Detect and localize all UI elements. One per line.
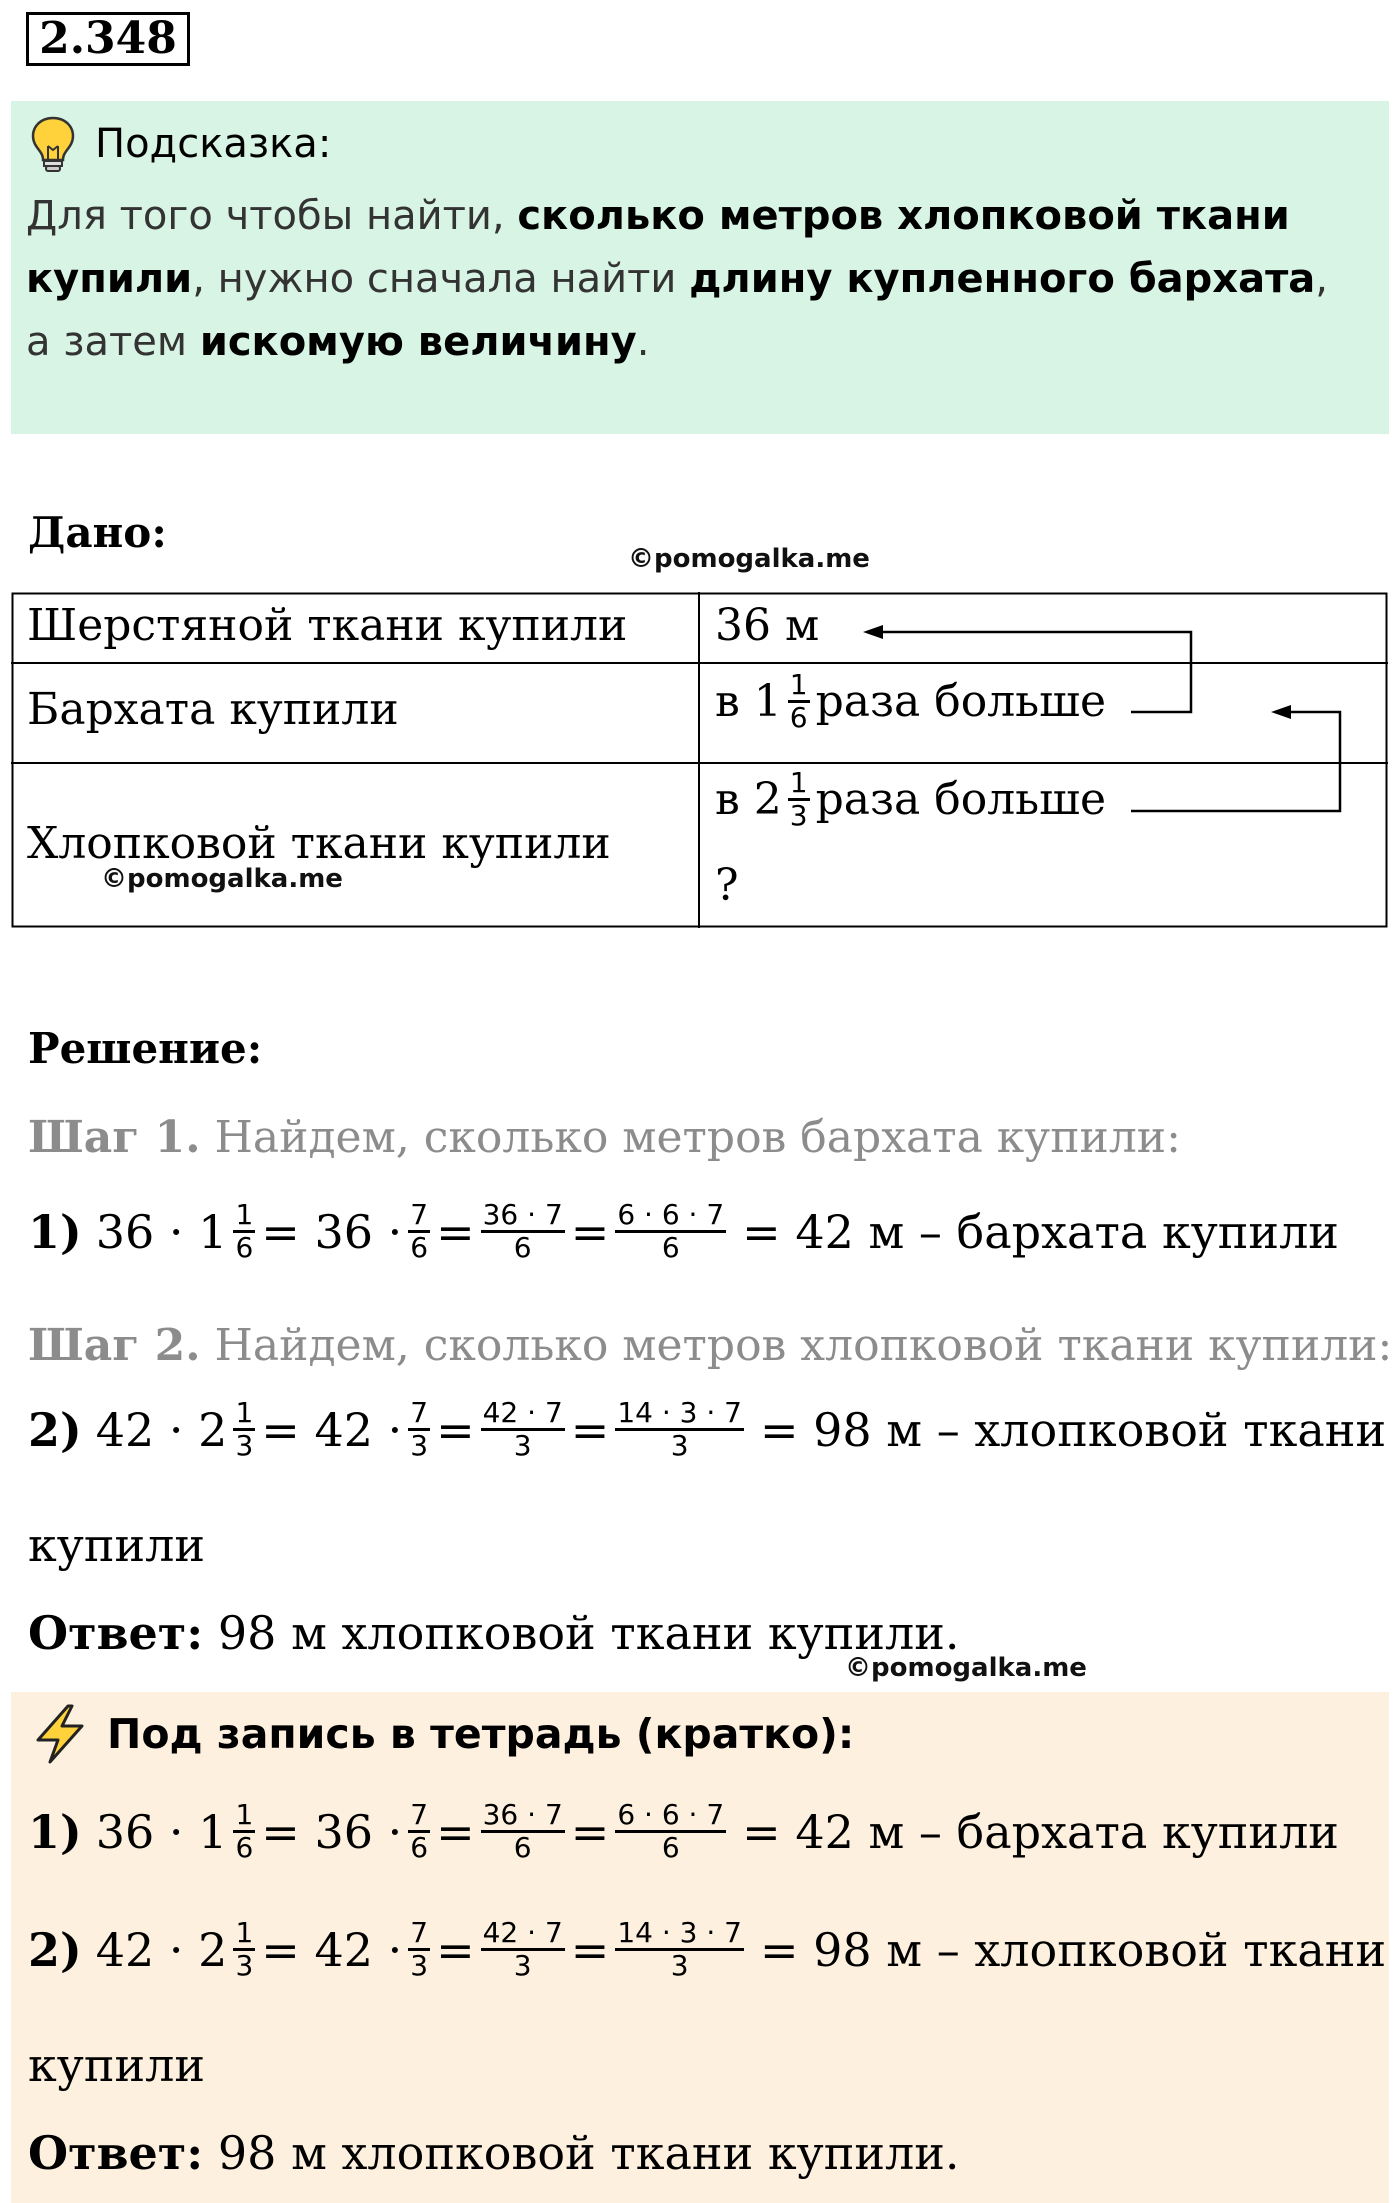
notebook-title: Под запись в тетрадь (кратко): bbox=[107, 1710, 855, 1758]
problem-number: 2.348 bbox=[26, 12, 190, 66]
lightbulb-icon bbox=[28, 114, 78, 174]
answer: Ответ: 98 м хлопковой ткани купили. bbox=[28, 1606, 960, 1660]
equation-1: 1) 36 · 1 $\frac{1}{6}$ = 36 · $\frac{7}{6}$ = $\frac{36 \cdot 7}{6}$ = $\frac{6 \cdot 6 \cdot 7}{6}$ = 42 м – бархата купили bbox=[28, 1198, 1339, 1264]
hint-text: Для того чтобы найти, сколько метров хлопковой ткани купили, нужно сначала найти длину купленного бархата, а затем искомую величину. bbox=[26, 193, 1328, 365]
solution-title: Решение: bbox=[28, 1024, 263, 1073]
watermark: ©pomogalka.me bbox=[628, 544, 870, 574]
row-label-wool: Шерстяной ткани купили bbox=[27, 600, 628, 651]
step-1: Шаг 1. Найдем, сколько метров бархата купили: bbox=[28, 1112, 1181, 1163]
equation-2: 2) 42 · 2 $\frac{1}{3}$ = 42 · $\frac{7}{3}$ = $\frac{42 \cdot 7}{3}$ = $\frac{14 \cdot 3 \cdot 7}{3}$ = 98 м – хлопковой ткани bbox=[28, 1396, 1387, 1462]
lightning-icon bbox=[28, 1702, 92, 1766]
notebook-answer: Ответ: 98 м хлопковой ткани купили. bbox=[28, 2126, 960, 2180]
equation-2-continuation: купили bbox=[28, 1518, 206, 1572]
row-value-wool: 36 м bbox=[715, 600, 820, 651]
notebook-equation-2-continuation: купили bbox=[28, 2038, 206, 2092]
row-label-velvet: Бархата купили bbox=[27, 684, 399, 735]
watermark: ©pomogalka.me bbox=[845, 1653, 1087, 1683]
row-value-cotton: в 2 $\frac{1}{3}$ раза больше bbox=[715, 766, 1107, 832]
given-title: Дано: bbox=[28, 508, 167, 557]
row-label-cotton: Хлопковой ткани купили bbox=[27, 818, 611, 869]
notebook-equation-2: 2) 42 · 2 $\frac{1}{3}$ = 42 · $\frac{7}{3}$ = $\frac{42 \cdot 7}{3}$ = $\frac{14 \cdot 3 \cdot 7}{3}$ = 98 м – хлопковой ткани bbox=[28, 1916, 1387, 1982]
notebook-equation-1: 1) 36 · 1 $\frac{1}{6}$ = 36 · $\frac{7}{6}$ = $\frac{36 \cdot 7}{6}$ = $\frac{6 \cdot 6 \cdot 7}{6}$ = 42 м – бархата купили bbox=[28, 1798, 1339, 1864]
watermark: ©pomogalka.me bbox=[101, 864, 343, 894]
row-value-velvet: в 1 $\frac{1}{6}$ раза больше bbox=[715, 668, 1107, 734]
step-2: Шаг 2. Найдем, сколько метров хлопковой ткани купили: bbox=[28, 1320, 1393, 1371]
hint-title: Подсказка: bbox=[95, 121, 332, 167]
row-question-cotton: ? bbox=[715, 860, 739, 911]
given-table bbox=[11, 592, 1388, 928]
